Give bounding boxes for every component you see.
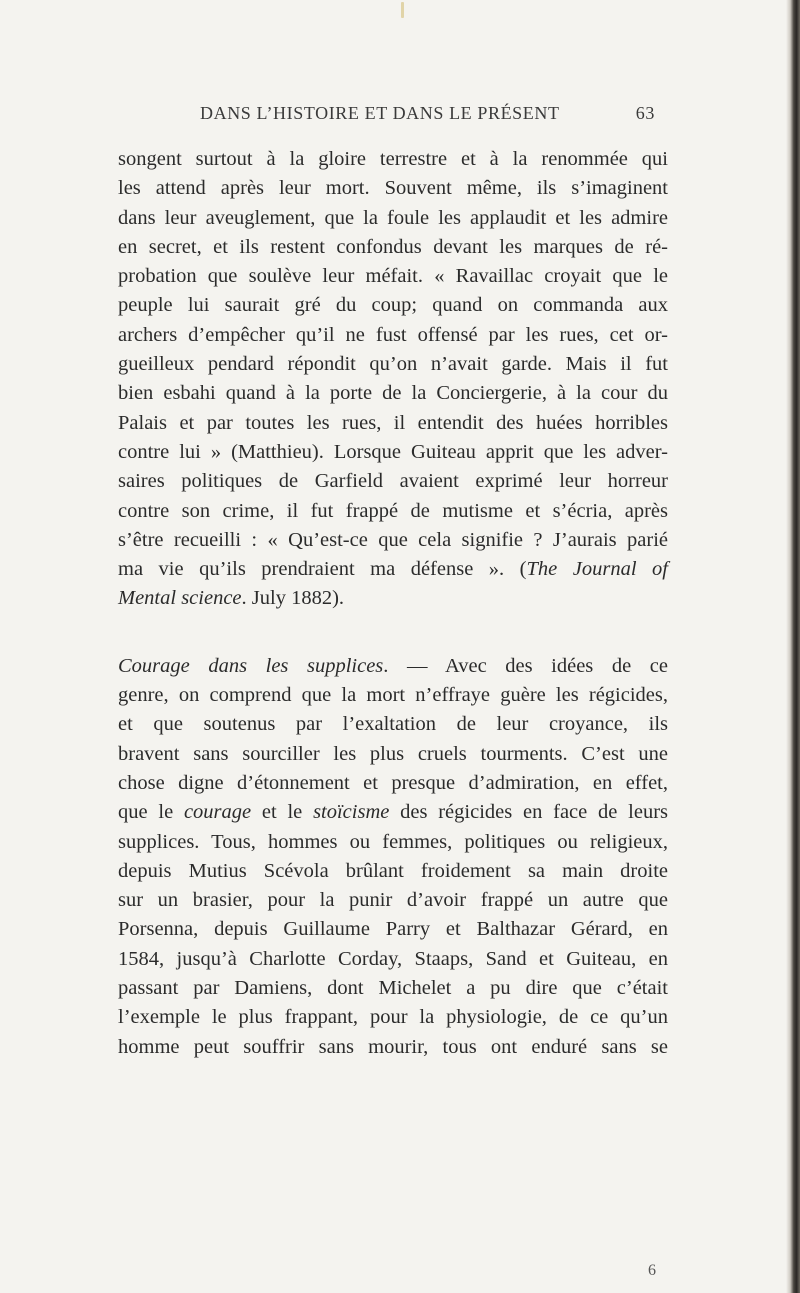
paper-mark xyxy=(401,2,404,18)
text-line: gueilleux pendard répondit qu’on n’avait garde. Mais il fut xyxy=(118,353,668,376)
text-line-citation xyxy=(118,555,668,584)
text-line: chose digne d’étonnement et presque d’admiration, en effet, xyxy=(118,771,668,794)
text-line-citation-end xyxy=(118,584,668,613)
text-line: en secret, et ils restent confondus devant les marques de ré- xyxy=(118,235,668,258)
text-line: homme peut souffrir sans mourir, tous ont enduré sans se xyxy=(118,1035,668,1058)
page-binding-edge xyxy=(786,0,800,1293)
paragraph-ravaillac xyxy=(118,145,668,614)
text-line: sur un brasier, pour la punir d’avoir frappé un autre que xyxy=(118,889,668,912)
running-header xyxy=(200,103,655,127)
citation-date: . July 1882). xyxy=(241,587,345,610)
text-line: passant par Damiens, dont Michelet a pu dire que c’était xyxy=(118,977,668,1000)
text-fragment: que le xyxy=(118,801,184,824)
text-line: les attend après leur mort. Souvent même, ils s’imaginent xyxy=(118,177,668,200)
text-line: dans leur aveuglement, que la foule les applaudit et les admire xyxy=(118,206,668,229)
text-line: l’exemple le plus frappant, pour la physiologie, de ce qu’un xyxy=(118,1006,668,1029)
text-line: Palais et par toutes les rues, il entendit des huées horribles xyxy=(118,411,668,434)
heading-continuation: . — Avec des idées de ce xyxy=(383,654,668,677)
text-line: s’être recueilli : « Qu’est-ce que cela signifie ? J’aurais parié xyxy=(118,528,668,551)
text-line: supplices. Tous, hommes ou femmes, politiques ou religieux, xyxy=(118,830,668,853)
text-line: bien esbahi quand à la porte de la Conciergerie, à la cour du xyxy=(118,382,668,405)
running-title: DANS L’HISTOIRE ET DANS LE PRÉSENT xyxy=(200,103,560,123)
text-line: bravent sans sourciller les plus cruels tourments. C’est une xyxy=(118,742,668,765)
text-line: peuple lui saurait gré du coup; quand on commanda aux xyxy=(118,294,668,317)
paragraph-courage xyxy=(118,652,668,1062)
text-line: archers d’empêcher qu’il ne fust offensé par les rues, cet or- xyxy=(118,323,668,346)
body-text xyxy=(118,145,668,1062)
text-fragment: des régicides en face de leurs xyxy=(389,801,668,824)
text-line-emphasis xyxy=(118,798,668,827)
page-number: 63 xyxy=(635,103,655,123)
text-line: et que soutenus par l’exaltation de leur croyance, ils xyxy=(118,713,668,736)
section-heading: Courage dans les supplices xyxy=(118,654,384,677)
emphasis-courage: courage xyxy=(183,801,252,824)
text-line-heading xyxy=(118,652,668,681)
text-line: contre son crime, il fut frappé de mutisme et s’écria, après xyxy=(118,499,668,522)
text-line: depuis Mutius Scévola brûlant froidement sa main droite xyxy=(118,859,668,882)
paragraph-gap xyxy=(118,614,668,652)
signature-mark: 6 xyxy=(648,1262,656,1279)
text-line: genre, on comprend que la mort n’effraye guère les régicides, xyxy=(118,684,668,707)
emphasis-stoicisme: stoïcisme xyxy=(313,801,390,824)
text-line: songent surtout à la gloire terrestre et à la renommée qui xyxy=(118,148,668,170)
citation-title: The Journal of xyxy=(526,558,668,581)
text-fragment: et le xyxy=(251,801,314,824)
text-fragment: ma vie qu’ils prendraient ma défense ». ( xyxy=(118,558,527,581)
text-line: Porsenna, depuis Guillaume Parry et Balthazar Gérard, en xyxy=(118,918,668,941)
text-line: saires politiques de Garfield avaient exprimé leur horreur xyxy=(118,470,668,493)
text-line: 1584, jusqu’à Charlotte Corday, Staaps, Sand et Guiteau, en xyxy=(118,947,668,970)
text-line: probation que soulève leur méfait. « Ravaillac croyait que le xyxy=(118,265,668,288)
citation-title-continued: Mental science xyxy=(118,587,242,610)
text-line: contre lui » (Matthieu). Lorsque Guiteau apprit que les adver- xyxy=(118,440,668,463)
